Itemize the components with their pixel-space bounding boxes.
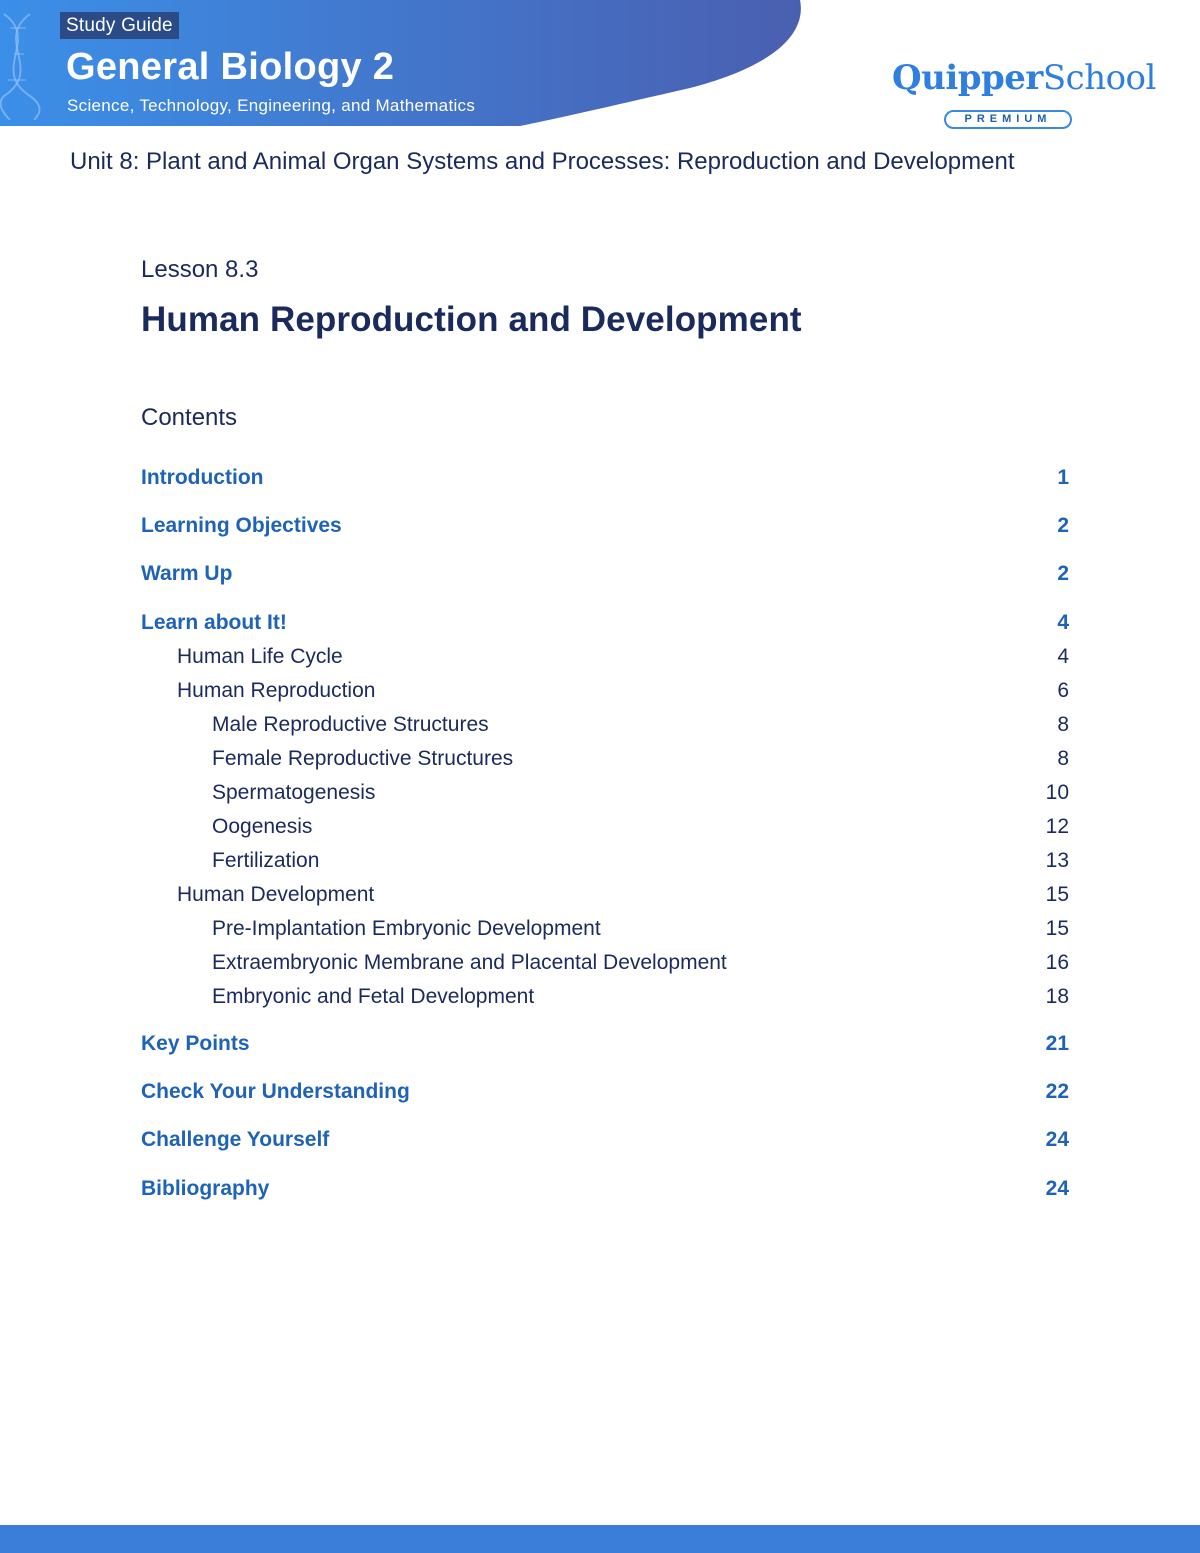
toc-entry-page: 2 <box>1057 562 1069 585</box>
toc-entry[interactable] <box>141 951 1069 981</box>
toc-entry-label: Pre-Implantation Embryonic Development <box>212 917 601 940</box>
toc-entry[interactable] <box>141 815 1069 845</box>
toc-entry[interactable] <box>141 713 1069 743</box>
toc-entry-page: 24 <box>1045 1177 1069 1200</box>
toc-entry-page: 8 <box>1057 747 1069 770</box>
toc-entry[interactable] <box>141 1177 1069 1207</box>
toc-entry[interactable] <box>141 1128 1069 1158</box>
toc-entry[interactable] <box>141 1032 1069 1062</box>
brand-name-bold: Quipper <box>892 58 1043 98</box>
toc-entry[interactable] <box>141 679 1069 709</box>
quipper-school-logo <box>892 58 1156 138</box>
toc-entry-page: 4 <box>1057 645 1069 668</box>
toc-entry-label: Oogenesis <box>212 815 313 838</box>
footer-bar <box>0 1525 1200 1553</box>
brand-name <box>892 58 1156 98</box>
toc-entry-label: Learning Objectives <box>141 514 342 537</box>
toc-entry-label: Introduction <box>141 466 264 489</box>
toc-entry-label: Human Reproduction <box>177 679 376 702</box>
toc-entry[interactable] <box>141 883 1069 913</box>
toc-entry-page: 15 <box>1045 883 1069 906</box>
toc-entry-page: 18 <box>1045 985 1069 1008</box>
course-title: General Biology 2 <box>66 46 395 88</box>
toc-entry-page: 12 <box>1045 815 1069 838</box>
toc-entry-page: 21 <box>1045 1032 1069 1055</box>
toc-entry-page: 13 <box>1045 849 1069 872</box>
toc-entry-page: 15 <box>1045 917 1069 940</box>
toc-entry-label: Human Development <box>177 883 375 906</box>
toc-entry-page: 16 <box>1045 951 1069 974</box>
toc-entry-page: 4 <box>1057 611 1069 634</box>
toc-entry-page: 8 <box>1057 713 1069 736</box>
toc-entry[interactable] <box>141 985 1069 1015</box>
toc-entry[interactable] <box>141 917 1069 947</box>
lesson-title: Human Reproduction and Development <box>141 300 802 339</box>
toc-entry-label: Learn about It! <box>141 611 287 634</box>
contents-heading: Contents <box>141 404 238 431</box>
course-subtitle: Science, Technology, Engineering, and Mathematics <box>67 96 476 115</box>
toc-entry[interactable] <box>141 1080 1069 1110</box>
toc-entry-label: Male Reproductive Structures <box>212 713 489 736</box>
toc-entry[interactable] <box>141 514 1069 544</box>
toc-entry-label: Female Reproductive Structures <box>212 747 514 770</box>
toc-entry[interactable] <box>141 849 1069 879</box>
toc-entry-label: Embryonic and Fetal Development <box>212 985 535 1008</box>
study-guide-badge: Study Guide <box>60 12 179 39</box>
toc-entry[interactable] <box>141 466 1069 496</box>
toc-entry-page: 24 <box>1045 1128 1069 1151</box>
dna-icon <box>0 10 56 120</box>
toc-entry[interactable] <box>141 645 1069 675</box>
toc-entry-page: 2 <box>1057 514 1069 537</box>
unit-title: Unit 8: Plant and Animal Organ Systems and Processes: Reproduction and Development <box>70 148 1015 175</box>
toc-entry-page: 10 <box>1045 781 1069 804</box>
premium-badge: PREMIUM <box>944 110 1072 129</box>
toc-entry-page: 1 <box>1057 466 1069 489</box>
toc-entry-label: Warm Up <box>141 562 233 585</box>
toc-entry-label: Check Your Understanding <box>141 1080 410 1103</box>
toc-entry[interactable] <box>141 611 1069 641</box>
toc-entry[interactable] <box>141 562 1069 592</box>
toc-entry-page: 22 <box>1045 1080 1069 1103</box>
toc-entry-label: Fertilization <box>212 849 320 872</box>
toc-entry[interactable] <box>141 747 1069 777</box>
toc-entry[interactable] <box>141 781 1069 811</box>
toc-entry-label: Key Points <box>141 1032 250 1055</box>
toc-entry-label: Challenge Yourself <box>141 1128 330 1151</box>
toc-entry-page: 6 <box>1057 679 1069 702</box>
toc-entry-label: Spermatogenesis <box>212 781 376 804</box>
toc-entry-label: Extraembryonic Membrane and Placental Development <box>212 951 727 974</box>
toc-entry-label: Human Life Cycle <box>177 645 343 668</box>
brand-name-regular: School <box>1042 58 1156 98</box>
lesson-number: Lesson 8.3 <box>141 256 259 283</box>
toc-entry-label: Bibliography <box>141 1177 270 1200</box>
